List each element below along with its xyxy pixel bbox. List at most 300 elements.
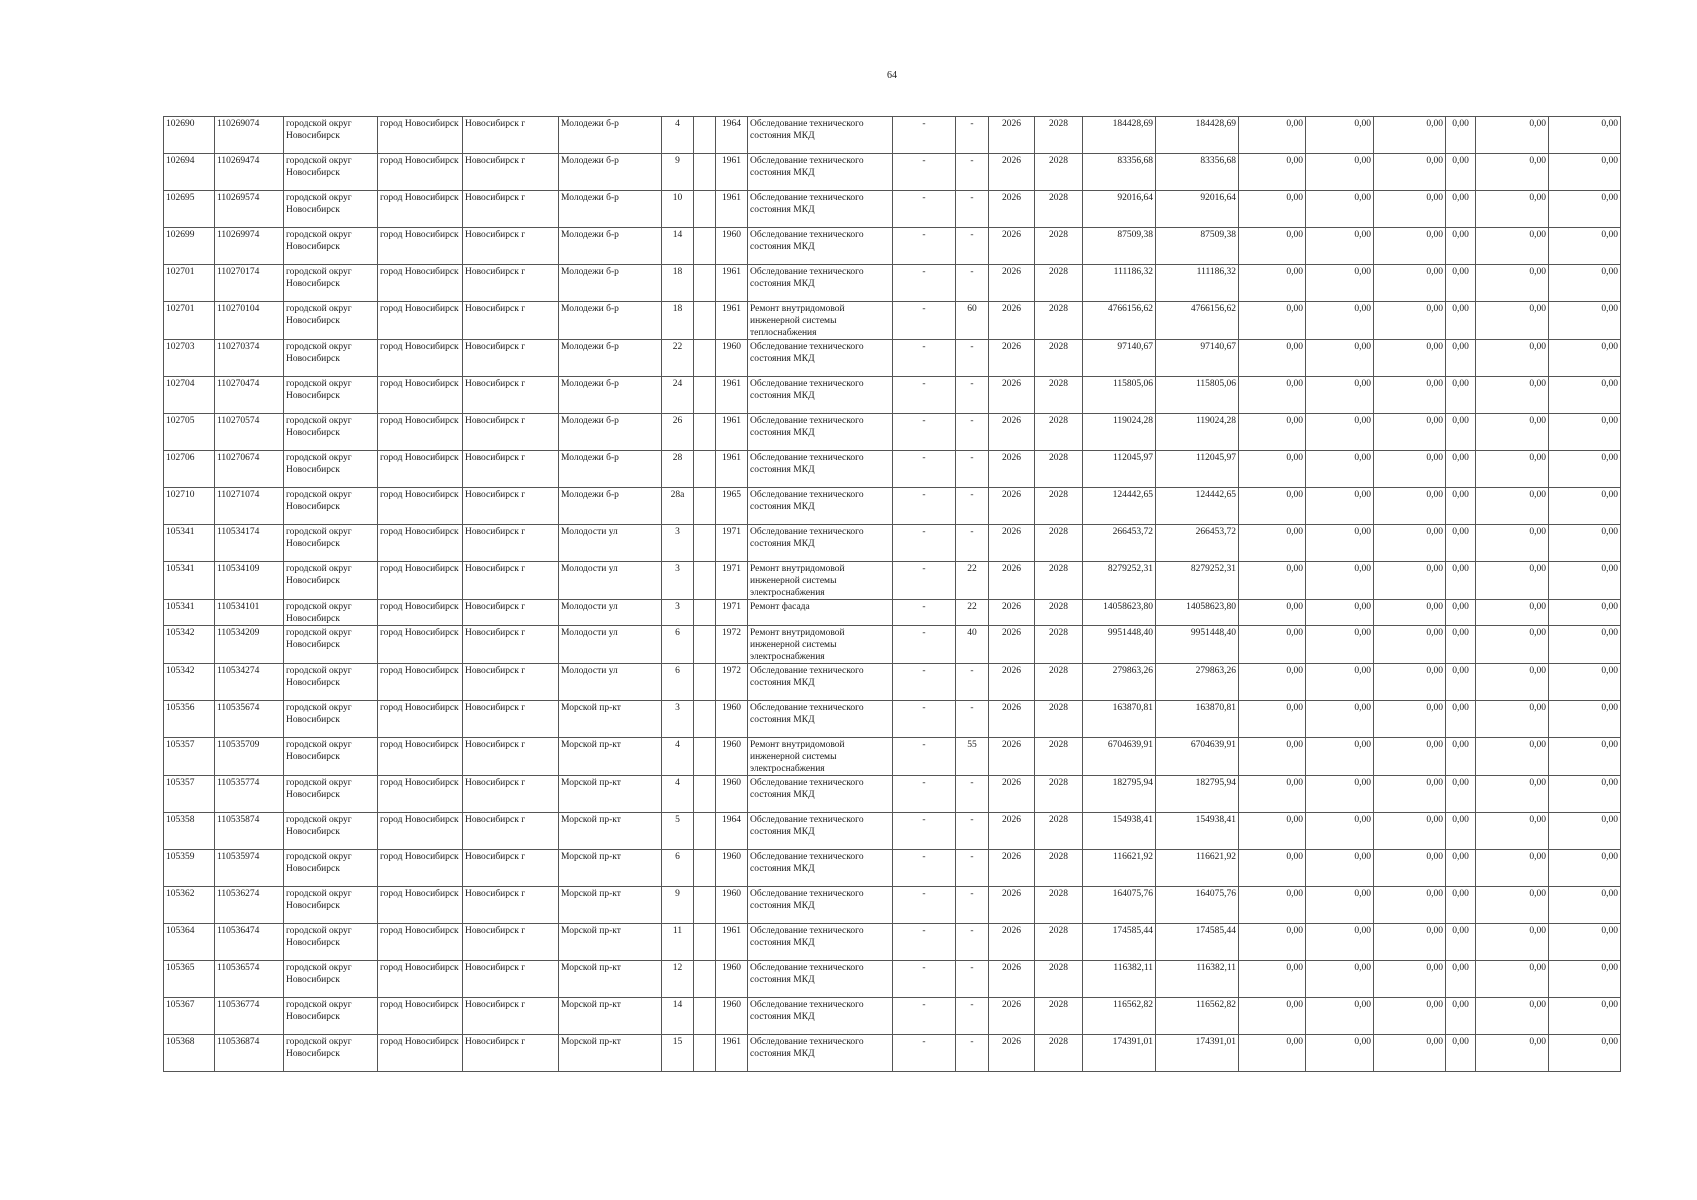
amount-cell-6: 0,00: [1549, 813, 1621, 850]
building-cell: [694, 488, 716, 525]
municipality-cell: городской округ Новосибирск: [284, 302, 378, 340]
wear-percent-cell: -: [956, 813, 989, 850]
year-start-cell: 2026: [989, 414, 1035, 451]
row-id-cell: 105341: [164, 525, 215, 562]
cost-total-dup-cell: 4766156,62: [1156, 302, 1239, 340]
house-number-cell: 3: [662, 562, 694, 600]
house-number-cell: 4: [662, 117, 694, 154]
amount-cell-6: 0,00: [1549, 664, 1621, 701]
amount-cell-4: 0,00: [1446, 961, 1476, 998]
amount-cell-4: 0,00: [1446, 924, 1476, 961]
house-number-cell: 14: [662, 998, 694, 1035]
amount-cell-6: 0,00: [1549, 488, 1621, 525]
amount-cell-4: 0,00: [1446, 776, 1476, 813]
amount-cell-3: 0,00: [1374, 924, 1446, 961]
settlement-cell: город Новосибирск: [378, 998, 463, 1035]
year-end-cell: 2028: [1035, 600, 1083, 626]
row-id-cell: 102690: [164, 117, 215, 154]
building-cell: [694, 600, 716, 626]
amount-cell-2: 0,00: [1306, 340, 1374, 377]
house-number-cell: 10: [662, 191, 694, 228]
building-cell: [694, 924, 716, 961]
year-start-cell: 2026: [989, 1035, 1035, 1072]
row-id-cell: 102703: [164, 340, 215, 377]
amount-cell-1: 0,00: [1239, 488, 1306, 525]
locality-cell: Новосибирск г: [463, 664, 559, 701]
amount-cell-1: 0,00: [1239, 117, 1306, 154]
settlement-cell: город Новосибирск: [378, 117, 463, 154]
amount-cell-5: 0,00: [1476, 813, 1549, 850]
amount-cell-1: 0,00: [1239, 302, 1306, 340]
amount-cell-4: 0,00: [1446, 265, 1476, 302]
settlement-cell: город Новосибирск: [378, 887, 463, 924]
amount-cell-3: 0,00: [1374, 228, 1446, 265]
amount-cell-6: 0,00: [1549, 701, 1621, 738]
wear-percent-cell: 22: [956, 600, 989, 626]
wear-percent-cell: -: [956, 414, 989, 451]
amount-cell-1: 0,00: [1239, 451, 1306, 488]
table-row: [164, 451, 1621, 488]
year-start-cell: 2026: [989, 302, 1035, 340]
amount-cell-5: 0,00: [1476, 998, 1549, 1035]
settlement-cell: город Новосибирск: [378, 600, 463, 626]
table-row: [164, 525, 1621, 562]
municipality-cell: городской округ Новосибирск: [284, 154, 378, 191]
year-start-cell: 2026: [989, 701, 1035, 738]
dash-cell-a: -: [893, 1035, 956, 1072]
amount-cell-3: 0,00: [1374, 451, 1446, 488]
street-cell: Морской пр-кт: [559, 961, 662, 998]
cost-total-cell: 6704639,91: [1083, 738, 1156, 776]
year-start-cell: 2026: [989, 813, 1035, 850]
building-cell: [694, 664, 716, 701]
house-code-cell: 110536274: [215, 887, 284, 924]
year-start-cell: 2026: [989, 451, 1035, 488]
settlement-cell: город Новосибирск: [378, 664, 463, 701]
year-built-cell: 1960: [716, 340, 748, 377]
cost-total-cell: 279863,26: [1083, 664, 1156, 701]
amount-cell-4: 0,00: [1446, 525, 1476, 562]
amount-cell-6: 0,00: [1549, 600, 1621, 626]
cost-total-dup-cell: 119024,28: [1156, 414, 1239, 451]
dash-cell-a: -: [893, 154, 956, 191]
wear-percent-cell: -: [956, 850, 989, 887]
amount-cell-3: 0,00: [1374, 117, 1446, 154]
street-cell: Молодежи б-р: [559, 228, 662, 265]
year-built-cell: 1960: [716, 961, 748, 998]
year-built-cell: 1972: [716, 626, 748, 664]
dash-cell-a: -: [893, 302, 956, 340]
cost-total-cell: 4766156,62: [1083, 302, 1156, 340]
municipality-cell: городской округ Новосибирск: [284, 738, 378, 776]
year-end-cell: 2028: [1035, 850, 1083, 887]
amount-cell-4: 0,00: [1446, 813, 1476, 850]
table-row: [164, 813, 1621, 850]
cost-total-cell: 174391,01: [1083, 1035, 1156, 1072]
amount-cell-2: 0,00: [1306, 191, 1374, 228]
building-cell: [694, 302, 716, 340]
amount-cell-5: 0,00: [1476, 525, 1549, 562]
wear-percent-cell: -: [956, 664, 989, 701]
settlement-cell: город Новосибирск: [378, 924, 463, 961]
amount-cell-2: 0,00: [1306, 701, 1374, 738]
amount-cell-5: 0,00: [1476, 377, 1549, 414]
wear-percent-cell: 22: [956, 562, 989, 600]
building-cell: [694, 340, 716, 377]
dash-cell-a: -: [893, 228, 956, 265]
year-end-cell: 2028: [1035, 414, 1083, 451]
house-number-cell: 18: [662, 265, 694, 302]
municipality-cell: городской округ Новосибирск: [284, 451, 378, 488]
locality-cell: Новосибирск г: [463, 924, 559, 961]
row-id-cell: 105367: [164, 998, 215, 1035]
amount-cell-3: 0,00: [1374, 887, 1446, 924]
amount-cell-6: 0,00: [1549, 414, 1621, 451]
amount-cell-4: 0,00: [1446, 191, 1476, 228]
row-id-cell: 105357: [164, 738, 215, 776]
house-code-cell: 110270174: [215, 265, 284, 302]
year-start-cell: 2026: [989, 664, 1035, 701]
locality-cell: Новосибирск г: [463, 451, 559, 488]
building-cell: [694, 191, 716, 228]
amount-cell-6: 0,00: [1549, 117, 1621, 154]
municipality-cell: городской округ Новосибирск: [284, 850, 378, 887]
amount-cell-5: 0,00: [1476, 887, 1549, 924]
amount-cell-4: 0,00: [1446, 562, 1476, 600]
table-row: [164, 228, 1621, 265]
amount-cell-3: 0,00: [1374, 813, 1446, 850]
amount-cell-6: 0,00: [1549, 887, 1621, 924]
street-cell: Молодости ул: [559, 664, 662, 701]
amount-cell-3: 0,00: [1374, 998, 1446, 1035]
settlement-cell: город Новосибирск: [378, 961, 463, 998]
amount-cell-2: 0,00: [1306, 887, 1374, 924]
row-id-cell: 105356: [164, 701, 215, 738]
year-end-cell: 2028: [1035, 701, 1083, 738]
amount-cell-5: 0,00: [1476, 701, 1549, 738]
year-built-cell: 1960: [716, 887, 748, 924]
municipality-cell: городской округ Новосибирск: [284, 664, 378, 701]
street-cell: Молодежи б-р: [559, 414, 662, 451]
house-code-cell: 110270374: [215, 340, 284, 377]
year-built-cell: 1971: [716, 525, 748, 562]
cost-total-dup-cell: 97140,67: [1156, 340, 1239, 377]
cost-total-dup-cell: 92016,64: [1156, 191, 1239, 228]
row-id-cell: 102695: [164, 191, 215, 228]
table-row: [164, 701, 1621, 738]
year-end-cell: 2028: [1035, 302, 1083, 340]
dash-cell-a: -: [893, 525, 956, 562]
house-number-cell: 22: [662, 340, 694, 377]
house-number-cell: 3: [662, 701, 694, 738]
cost-total-cell: 116382,11: [1083, 961, 1156, 998]
municipality-cell: городской округ Новосибирск: [284, 340, 378, 377]
year-start-cell: 2026: [989, 228, 1035, 265]
municipality-cell: городской округ Новосибирск: [284, 377, 378, 414]
row-id-cell: 105358: [164, 813, 215, 850]
amount-cell-1: 0,00: [1239, 998, 1306, 1035]
work-type-cell: Ремонт внутридомовой инженерной системы электроснабжения: [748, 562, 893, 600]
dash-cell-a: -: [893, 813, 956, 850]
municipality-cell: городской округ Новосибирск: [284, 961, 378, 998]
amount-cell-5: 0,00: [1476, 562, 1549, 600]
amount-cell-6: 0,00: [1549, 154, 1621, 191]
amount-cell-1: 0,00: [1239, 377, 1306, 414]
wear-percent-cell: -: [956, 154, 989, 191]
row-id-cell: 102701: [164, 265, 215, 302]
amount-cell-5: 0,00: [1476, 776, 1549, 813]
street-cell: Молодежи б-р: [559, 117, 662, 154]
locality-cell: Новосибирск г: [463, 850, 559, 887]
wear-percent-cell: -: [956, 265, 989, 302]
work-type-cell: Обследование технического состояния МКД: [748, 451, 893, 488]
work-type-cell: Обследование технического состояния МКД: [748, 776, 893, 813]
house-code-cell: 110534101: [215, 600, 284, 626]
row-id-cell: 102710: [164, 488, 215, 525]
row-id-cell: 105341: [164, 562, 215, 600]
amount-cell-3: 0,00: [1374, 488, 1446, 525]
table-row: [164, 562, 1621, 600]
wear-percent-cell: 60: [956, 302, 989, 340]
locality-cell: Новосибирск г: [463, 302, 559, 340]
amount-cell-4: 0,00: [1446, 377, 1476, 414]
year-start-cell: 2026: [989, 377, 1035, 414]
amount-cell-2: 0,00: [1306, 776, 1374, 813]
settlement-cell: город Новосибирск: [378, 701, 463, 738]
house-code-cell: 110534274: [215, 664, 284, 701]
street-cell: Молодежи б-р: [559, 265, 662, 302]
house-code-cell: 110534174: [215, 525, 284, 562]
year-built-cell: 1961: [716, 1035, 748, 1072]
settlement-cell: город Новосибирск: [378, 191, 463, 228]
amount-cell-2: 0,00: [1306, 154, 1374, 191]
wear-percent-cell: 55: [956, 738, 989, 776]
settlement-cell: город Новосибирск: [378, 738, 463, 776]
house-code-cell: 110270674: [215, 451, 284, 488]
dash-cell-a: -: [893, 117, 956, 154]
table-row: [164, 117, 1621, 154]
street-cell: Молодежи б-р: [559, 377, 662, 414]
street-cell: Молодежи б-р: [559, 451, 662, 488]
year-end-cell: 2028: [1035, 117, 1083, 154]
cost-total-cell: 182795,94: [1083, 776, 1156, 813]
amount-cell-1: 0,00: [1239, 525, 1306, 562]
house-number-cell: 3: [662, 600, 694, 626]
dash-cell-a: -: [893, 191, 956, 228]
settlement-cell: город Новосибирск: [378, 850, 463, 887]
cost-total-dup-cell: 115805,06: [1156, 377, 1239, 414]
amount-cell-6: 0,00: [1549, 998, 1621, 1035]
amount-cell-4: 0,00: [1446, 414, 1476, 451]
building-cell: [694, 738, 716, 776]
cost-total-dup-cell: 9951448,40: [1156, 626, 1239, 664]
amount-cell-5: 0,00: [1476, 626, 1549, 664]
table-row: [164, 302, 1621, 340]
year-end-cell: 2028: [1035, 191, 1083, 228]
municipality-cell: городской округ Новосибирск: [284, 600, 378, 626]
street-cell: Морской пр-кт: [559, 887, 662, 924]
page-number: 64: [887, 70, 897, 81]
cost-total-dup-cell: 87509,38: [1156, 228, 1239, 265]
building-cell: [694, 1035, 716, 1072]
amount-cell-2: 0,00: [1306, 924, 1374, 961]
table-row: [164, 414, 1621, 451]
work-type-cell: Обследование технического состояния МКД: [748, 191, 893, 228]
year-end-cell: 2028: [1035, 1035, 1083, 1072]
settlement-cell: город Новосибирск: [378, 414, 463, 451]
amount-cell-5: 0,00: [1476, 664, 1549, 701]
settlement-cell: город Новосибирск: [378, 525, 463, 562]
year-built-cell: 1960: [716, 850, 748, 887]
cost-total-cell: 111186,32: [1083, 265, 1156, 302]
year-start-cell: 2026: [989, 340, 1035, 377]
house-code-cell: 110536574: [215, 961, 284, 998]
year-built-cell: 1960: [716, 228, 748, 265]
amount-cell-5: 0,00: [1476, 1035, 1549, 1072]
settlement-cell: город Новосибирск: [378, 562, 463, 600]
settlement-cell: город Новосибирск: [378, 340, 463, 377]
house-code-cell: 110535774: [215, 776, 284, 813]
locality-cell: Новосибирск г: [463, 377, 559, 414]
table-row: [164, 1035, 1621, 1072]
house-number-cell: 9: [662, 887, 694, 924]
table-row: [164, 924, 1621, 961]
amount-cell-2: 0,00: [1306, 265, 1374, 302]
wear-percent-cell: -: [956, 377, 989, 414]
amount-cell-1: 0,00: [1239, 850, 1306, 887]
work-type-cell: Обследование технического состояния МКД: [748, 998, 893, 1035]
amount-cell-1: 0,00: [1239, 228, 1306, 265]
row-id-cell: 105342: [164, 664, 215, 701]
year-built-cell: 1964: [716, 117, 748, 154]
year-start-cell: 2026: [989, 562, 1035, 600]
wear-percent-cell: -: [956, 488, 989, 525]
amount-cell-1: 0,00: [1239, 154, 1306, 191]
work-type-cell: Ремонт внутридомовой инженерной системы электроснабжения: [748, 738, 893, 776]
cost-total-dup-cell: 279863,26: [1156, 664, 1239, 701]
dash-cell-a: -: [893, 451, 956, 488]
locality-cell: Новосибирск г: [463, 414, 559, 451]
cost-total-dup-cell: 184428,69: [1156, 117, 1239, 154]
locality-cell: Новосибирск г: [463, 887, 559, 924]
locality-cell: Новосибирск г: [463, 776, 559, 813]
amount-cell-6: 0,00: [1549, 265, 1621, 302]
amount-cell-3: 0,00: [1374, 961, 1446, 998]
street-cell: Молодежи б-р: [559, 302, 662, 340]
amount-cell-2: 0,00: [1306, 813, 1374, 850]
cost-total-dup-cell: 116562,82: [1156, 998, 1239, 1035]
row-id-cell: 105365: [164, 961, 215, 998]
table-row: [164, 626, 1621, 664]
building-cell: [694, 813, 716, 850]
amount-cell-1: 0,00: [1239, 924, 1306, 961]
amount-cell-6: 0,00: [1549, 562, 1621, 600]
amount-cell-4: 0,00: [1446, 117, 1476, 154]
wear-percent-cell: -: [956, 451, 989, 488]
amount-cell-6: 0,00: [1549, 626, 1621, 664]
building-cell: [694, 414, 716, 451]
amount-cell-1: 0,00: [1239, 738, 1306, 776]
municipality-cell: городской округ Новосибирск: [284, 701, 378, 738]
wear-percent-cell: -: [956, 701, 989, 738]
table-row: [164, 887, 1621, 924]
year-end-cell: 2028: [1035, 451, 1083, 488]
amount-cell-4: 0,00: [1446, 1035, 1476, 1072]
amount-cell-5: 0,00: [1476, 340, 1549, 377]
house-code-cell: 110269574: [215, 191, 284, 228]
work-type-cell: Обследование технического состояния МКД: [748, 850, 893, 887]
amount-cell-2: 0,00: [1306, 302, 1374, 340]
amount-cell-3: 0,00: [1374, 738, 1446, 776]
wear-percent-cell: -: [956, 340, 989, 377]
cost-total-cell: 116562,82: [1083, 998, 1156, 1035]
table-row: [164, 377, 1621, 414]
amount-cell-1: 0,00: [1239, 191, 1306, 228]
wear-percent-cell: -: [956, 887, 989, 924]
work-type-cell: Обследование технического состояния МКД: [748, 924, 893, 961]
work-type-cell: Обследование технического состояния МКД: [748, 1035, 893, 1072]
year-end-cell: 2028: [1035, 738, 1083, 776]
year-built-cell: 1961: [716, 191, 748, 228]
year-end-cell: 2028: [1035, 562, 1083, 600]
amount-cell-4: 0,00: [1446, 664, 1476, 701]
house-number-cell: 28а: [662, 488, 694, 525]
amount-cell-2: 0,00: [1306, 626, 1374, 664]
locality-cell: Новосибирск г: [463, 701, 559, 738]
amount-cell-6: 0,00: [1549, 451, 1621, 488]
house-code-cell: 110535674: [215, 701, 284, 738]
work-type-cell: Обследование технического состояния МКД: [748, 887, 893, 924]
wear-percent-cell: -: [956, 924, 989, 961]
municipality-cell: городской округ Новосибирск: [284, 562, 378, 600]
row-id-cell: 105362: [164, 887, 215, 924]
year-built-cell: 1961: [716, 377, 748, 414]
work-type-cell: Ремонт внутридомовой инженерной системы теплоснабжения: [748, 302, 893, 340]
cost-total-cell: 163870,81: [1083, 701, 1156, 738]
house-code-cell: 110536774: [215, 998, 284, 1035]
house-number-cell: 12: [662, 961, 694, 998]
dash-cell-a: -: [893, 664, 956, 701]
amount-cell-3: 0,00: [1374, 525, 1446, 562]
amount-cell-1: 0,00: [1239, 664, 1306, 701]
building-cell: [694, 265, 716, 302]
amount-cell-4: 0,00: [1446, 850, 1476, 887]
house-number-cell: 14: [662, 228, 694, 265]
locality-cell: Новосибирск г: [463, 1035, 559, 1072]
amount-cell-4: 0,00: [1446, 154, 1476, 191]
program-table: [163, 116, 1621, 1072]
cost-total-cell: 119024,28: [1083, 414, 1156, 451]
dash-cell-a: -: [893, 924, 956, 961]
year-start-cell: 2026: [989, 154, 1035, 191]
locality-cell: Новосибирск г: [463, 154, 559, 191]
table-row: [164, 850, 1621, 887]
table-row: [164, 340, 1621, 377]
amount-cell-2: 0,00: [1306, 228, 1374, 265]
work-type-cell: Обследование технического состояния МКД: [748, 813, 893, 850]
amount-cell-3: 0,00: [1374, 664, 1446, 701]
work-type-cell: Обследование технического состояния МКД: [748, 265, 893, 302]
amount-cell-5: 0,00: [1476, 488, 1549, 525]
cost-total-cell: 116621,92: [1083, 850, 1156, 887]
house-code-cell: 110535709: [215, 738, 284, 776]
locality-cell: Новосибирск г: [463, 340, 559, 377]
wear-percent-cell: -: [956, 228, 989, 265]
year-built-cell: 1964: [716, 813, 748, 850]
house-number-cell: 24: [662, 377, 694, 414]
year-end-cell: 2028: [1035, 525, 1083, 562]
amount-cell-5: 0,00: [1476, 738, 1549, 776]
